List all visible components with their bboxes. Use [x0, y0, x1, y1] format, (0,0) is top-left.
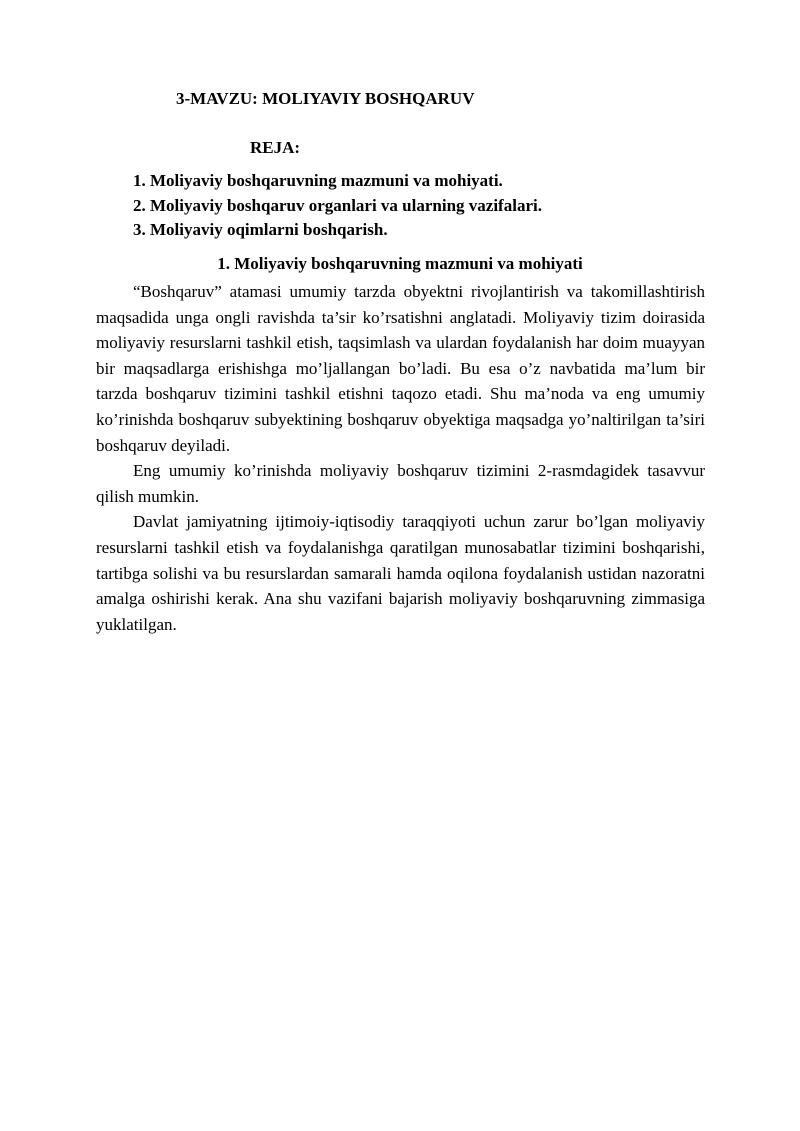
- plan-heading: REJA:: [250, 138, 301, 157]
- plan-item: 3. Moliyaviy oqimlarni boshqarish.: [133, 220, 388, 239]
- paragraph: Davlat jamiyatning ijtimoiy-iqtisodiy taraqqiyoti uchun zarur bo’lgan moliyaviy resurslarni tashkil etish va foydalanishga qaratilgan munosabatlar tizimini boshqarishi, tartibga solishi va bu resurslardan samarali hamda oqilona foydalanish ustidan nazoratni amalga oshirishi kerak. Ana shu vazifani bajarish moliyaviy boshqaruvning zimmasiga yuklatilgan.: [96, 512, 705, 634]
- document-title: 3-MAVZU: MOLIYAVIY BOSHQARUV: [176, 89, 475, 108]
- body-text: [96, 279, 705, 637]
- plan-item: 1. Moliyaviy boshqaruvning mazmuni va mohiyati.: [133, 171, 503, 190]
- paragraph: Eng umumiy ko’rinishda moliyaviy boshqaruv tizimini 2-rasmdagidek tasavvur qilish mumkin.: [96, 461, 705, 506]
- plan-list: [133, 169, 542, 243]
- paragraph: “Boshqaruv” atamasi umumiy tarzda obyektni rivojlantirish va takomillashtirish maqsadida unga ongli ravishda ta’sir ko’rsatishni anglatadi. Moliyaviy tizim doirasida moliyaviy resurslarni tashkil etish, taqsimlash va ulardan foydalanish har doim muayyan bir maqsadlarga erishishga mo’ljallangan bo’ladi. Bu esa o’z navbatida ma’lum bir tarzda boshqaruv tizimini tashkil etishni taqozo etadi. Shu ma’noda va eng umumiy ko’rinishda boshqaruv subyektining boshqaruv obyektiga maqsadga yo’naltirilgan ta’siri boshqaruv deyiladi.: [96, 282, 705, 455]
- section-heading: 1. Moliyaviy boshqaruvning mazmuni va mohiyati: [217, 254, 583, 273]
- plan-item: 2. Moliyaviy boshqaruv organlari va ularning vazifalari.: [133, 195, 542, 215]
